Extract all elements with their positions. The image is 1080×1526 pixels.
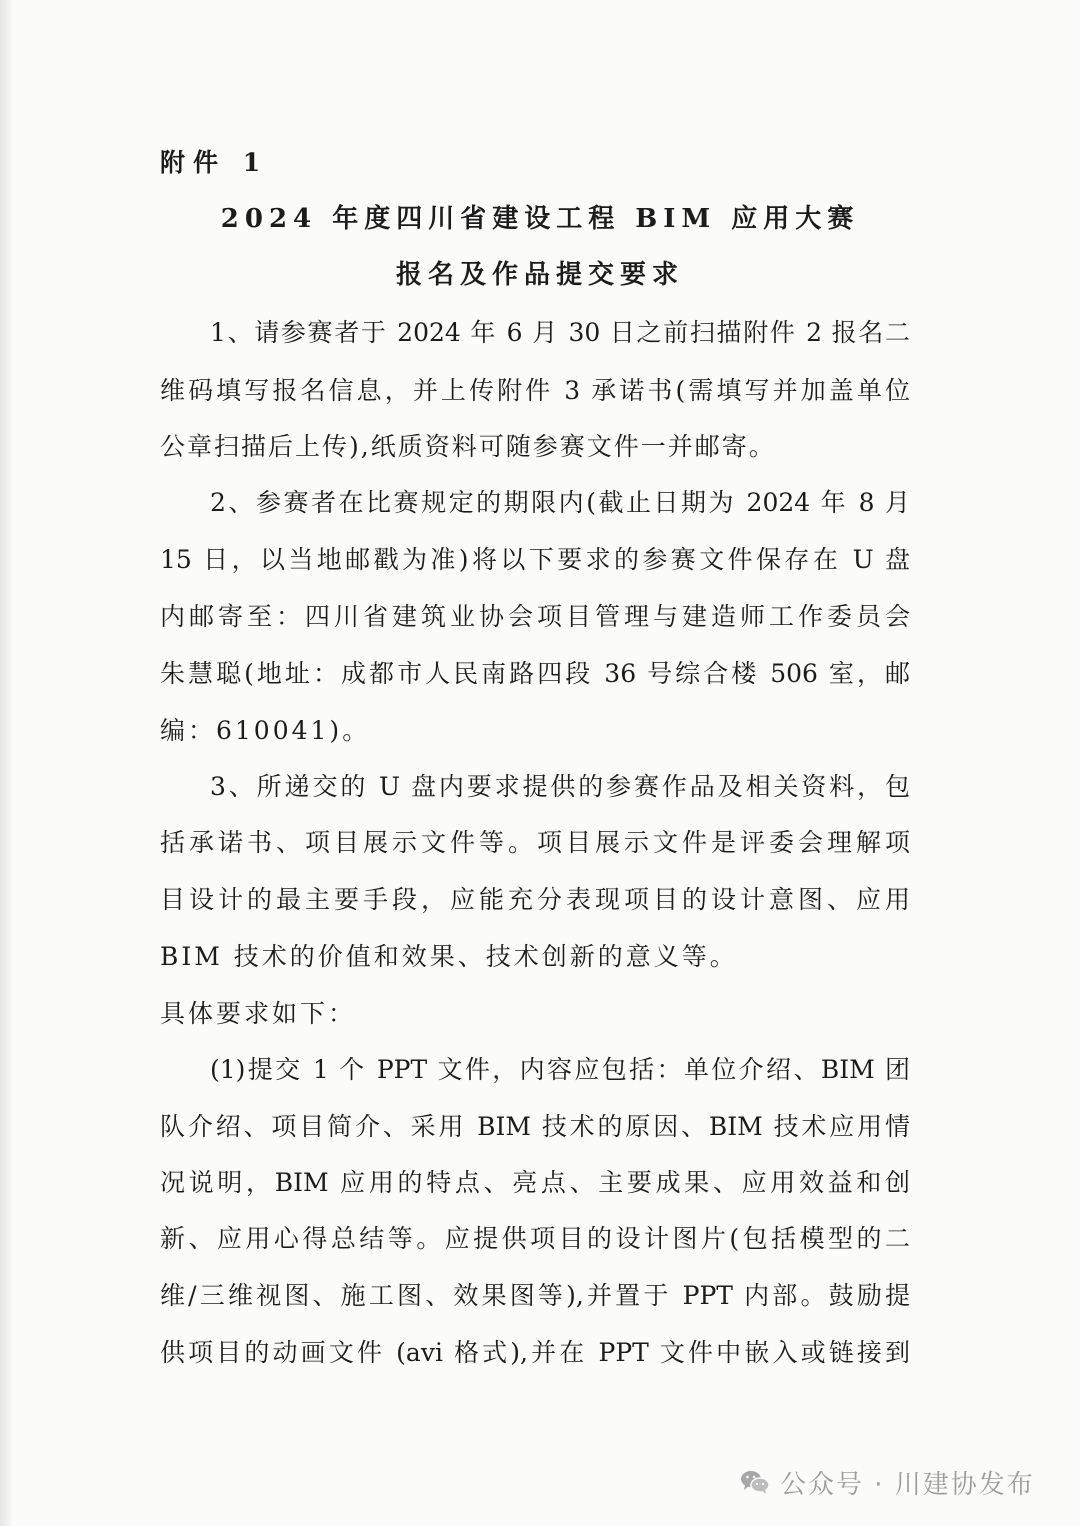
document-title-line-2: 报名及作品提交要求 <box>395 260 684 290</box>
paragraph-2-line-1: 2、参赛者在比赛规定的期限内(截止日期为 2024 年 8 月 <box>210 488 910 517</box>
item-1-line-3: 况说明，BIM 应用的特点、亮点、主要成果、应用效益和创 <box>160 1168 910 1197</box>
scan-edge-shadow <box>0 0 14 1526</box>
watermark-text: 公众号 · 川建协发布 <box>780 1469 1035 1500</box>
paragraph-2-line-4: 朱慧聪(地址：成都市人民南路四段 36 号综合楼 506 室，邮 <box>160 659 910 688</box>
specific-requirements-heading: 具体要求如下： <box>160 999 357 1028</box>
attachment-label: 附件 1 <box>160 148 269 177</box>
item-1-line-6: 供项目的动画文件 (avi 格式),并在 PPT 文件中嵌入或链接到 <box>160 1338 910 1367</box>
paragraph-3-line-1: 3、所递交的 U 盘内要求提供的参赛作品及相关资料，包 <box>210 772 910 801</box>
paragraph-1-line-1: 1、请参赛者于 2024 年 6 月 30 日之前扫描附件 2 报名二 <box>210 318 910 347</box>
paragraph-3-line-3: 目设计的最主要手段，应能充分表现项目的设计意图、应用 <box>160 885 910 914</box>
item-1-line-1: (1)提交 1 个 PPT 文件，内容应包括：单位介绍、BIM 团 <box>210 1055 910 1084</box>
paragraph-2-line-3: 内邮寄至：四川省建筑业协会项目管理与建造师工作委员会 <box>160 602 910 631</box>
paragraph-2-line-5: 编：610041)。 <box>160 716 371 745</box>
paragraph-1-line-2: 维码填写报名信息，并上传附件 3 承诺书(需填写并加盖单位 <box>160 376 910 405</box>
paragraph-1-line-3: 公章扫描后上传),纸质资料可随参赛文件一并邮寄。 <box>160 432 776 461</box>
paragraph-2-line-2: 15 日，以当地邮戳为准)将以下要求的参赛文件保存在 U 盘 <box>160 545 910 574</box>
document-title-line-1: 2024 年度四川省建设工程 BIM 应用大赛 <box>220 204 860 234</box>
paragraph-3-line-4: BIM 技术的价值和效果、技术创新的意义等。 <box>160 942 738 971</box>
wechat-account-watermark <box>740 1462 1035 1502</box>
paragraph-3-line-2: 括承诺书、项目展示文件等。项目展示文件是评委会理解项 <box>160 828 910 857</box>
item-1-line-4: 新、应用心得总结等。应提供项目的设计图片(包括模型的二 <box>160 1224 910 1253</box>
item-1-line-5: 维/三维视图、施工图、效果图等),并置于 PPT 内部。鼓励提 <box>160 1281 910 1310</box>
wechat-icon <box>740 1469 770 1495</box>
item-1-line-2: 队介绍、项目简介、采用 BIM 技术的原因、BIM 技术应用情 <box>160 1112 910 1141</box>
